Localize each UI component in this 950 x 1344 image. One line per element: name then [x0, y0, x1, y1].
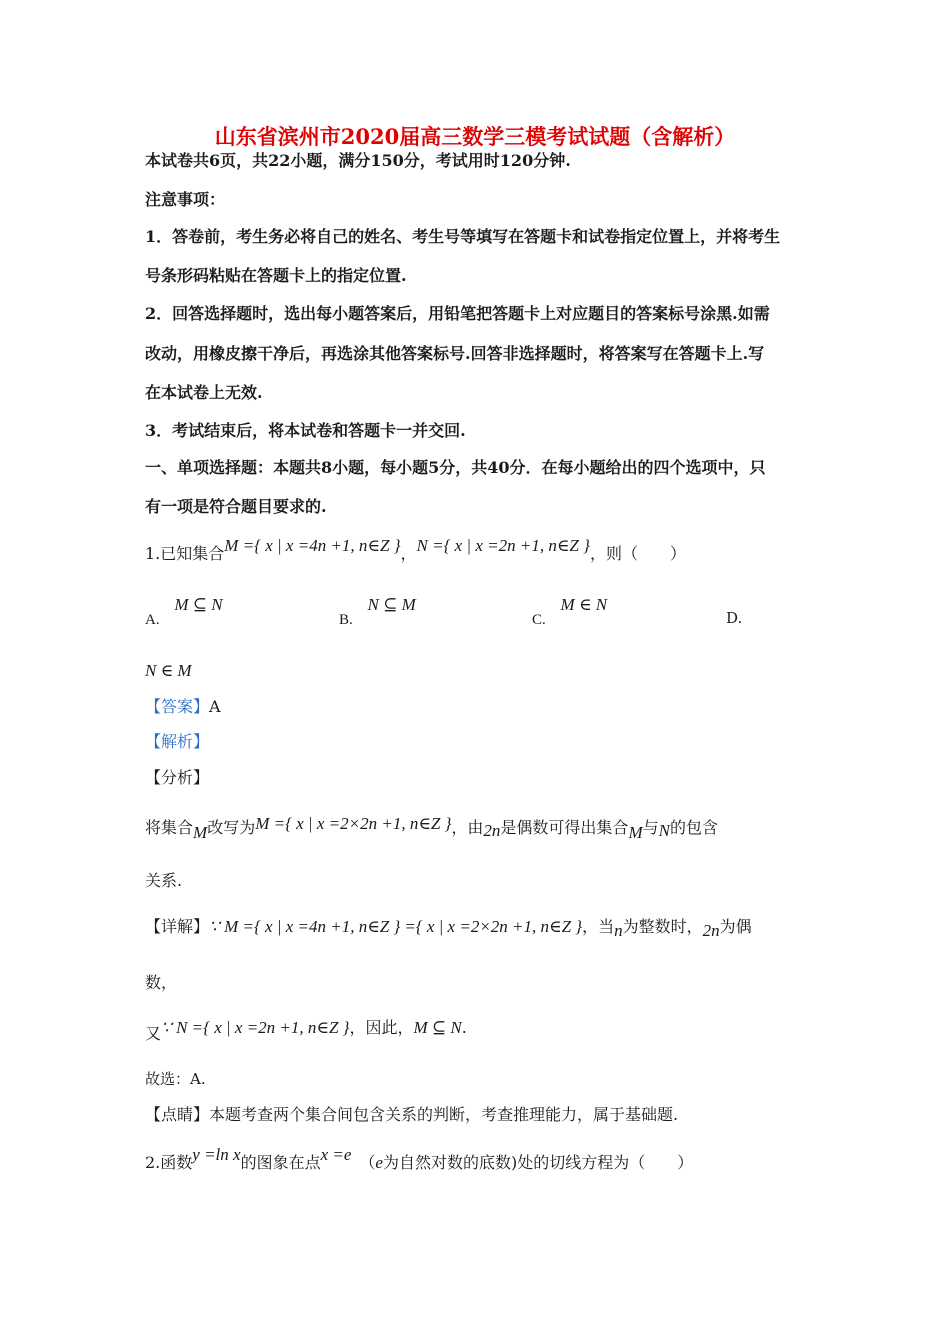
fenxi-t2: 改写为 — [207, 818, 256, 837]
option-b — [339, 595, 416, 628]
option-c — [532, 595, 608, 628]
option-d-expr: N ∈ M — [145, 661, 192, 680]
option-a-letter: A. — [145, 612, 160, 628]
detail-line-1 — [145, 916, 752, 938]
fenxi-t3: ，由 — [451, 818, 484, 837]
option-c-expr: M ∈ N — [560, 595, 608, 614]
note-line-4: 改动，用橡皮擦干净后，再选涂其他答案标号.回答非选择题时，将答案写在答题卡上.写 — [145, 344, 765, 363]
fenxi-text-2: 关系. — [145, 871, 183, 890]
q2-e: e — [375, 1153, 383, 1172]
detail-t3: 为偶 — [719, 917, 752, 936]
fenxi-text — [145, 814, 718, 842]
q2-function: y =ln x — [192, 1145, 241, 1164]
note-line-3: 2．回答选择题时，选出每小题答案后，用铅笔把答题卡上对应题目的答案标号涂黑.如需 — [145, 304, 770, 323]
section-heading-line-2: 有一项是符合题目要求的. — [145, 497, 327, 516]
q2-t2: （ — [359, 1153, 376, 1172]
question-2-stem — [145, 1145, 694, 1174]
fenxi-tag: 【分析】 — [145, 768, 210, 787]
detail-expr1: ∵ M ={ x | x =4n +1, n∈Z } — [209, 917, 401, 936]
document-title: 山东省滨州市2020届高三数学三模考试试题（含解析） — [214, 124, 736, 149]
q1-comma: ， — [400, 544, 417, 563]
fenxi-2n: 2n — [483, 821, 501, 840]
option-a-expr: M ⊆ N — [174, 595, 223, 614]
option-b-letter: B. — [339, 612, 353, 628]
option-b-expr: N ⊆ M — [367, 595, 416, 614]
fenxi-expr: M ={ x | x =2×2n +1, n∈Z } — [255, 814, 452, 833]
detail-t1: ，当 — [582, 917, 615, 936]
question-1-stem — [145, 536, 686, 565]
detail-line-3 — [145, 1017, 467, 1043]
exam-intro: 本试卷共6页，共22小题，满分150分，考试用时120分钟. — [145, 151, 571, 170]
detail-tag: 【详解】 — [145, 917, 210, 936]
detail-again: 又 — [145, 1024, 162, 1043]
analysis-tag: 【解析】 — [145, 732, 210, 751]
option-d-letter: D. — [726, 609, 743, 627]
note-line-2: 号条形码粘贴在答题卡上的指定位置. — [145, 266, 407, 285]
q2-t1: 的图象在点 — [240, 1153, 321, 1172]
fenxi-m2: M — [628, 823, 643, 842]
q2-t3: 为自然对数的底数)处的切线方程为（ ） — [382, 1153, 694, 1172]
q2-point: x =e — [320, 1145, 352, 1164]
note-line-6: 3．考试结束后，将本试卷和答题卡一并交回. — [145, 421, 466, 440]
notes-heading: 注意事项： — [145, 190, 226, 209]
detail-expr2: ={ x | x =2×2n +1, n∈Z } — [404, 917, 583, 936]
fenxi-n: N — [658, 821, 670, 840]
detail-t2: 为整数时， — [622, 917, 703, 936]
remark-line: 【点睛】本题考查两个集合间包含关系的判断，考查推理能力，属于基础题. — [145, 1105, 679, 1124]
choose-line: 故选：A. — [145, 1070, 206, 1088]
answer-value: A — [209, 697, 221, 716]
note-line-1: 1．答卷前，考生务必将自己的姓名、考生号等填写在答题卡和试卷指定位置上，并将考生 — [145, 227, 781, 246]
detail-2n: 2n — [702, 921, 720, 940]
detail-expr3: ∵ N ={ x | x =2n +1, n∈Z } — [161, 1018, 350, 1037]
note-line-5: 在本试卷上无效. — [145, 383, 263, 402]
q1-suffix: ，则（ ） — [589, 544, 686, 563]
answer-tag: 【答案】 — [145, 697, 210, 716]
q1-set-m: M ={ x | x =4n +1, n∈Z } — [224, 536, 401, 555]
fenxi-t5: 与 — [642, 818, 659, 837]
detail-conclusion: M ⊆ N — [413, 1018, 462, 1037]
detail-t5: ，因此， — [349, 1018, 414, 1037]
detail-n: n — [614, 921, 623, 940]
option-a — [145, 595, 223, 628]
fenxi-m: M — [193, 823, 208, 842]
answer-line — [145, 696, 221, 718]
detail-line-2: 数， — [145, 973, 178, 992]
q1-prefix: 1.已知集合 — [145, 544, 225, 563]
option-c-letter: C. — [532, 612, 546, 628]
section-heading-line-1: 一、单项选择题：本题共8小题，每小题5分，共40分．在每小题给出的四个选项中，只 — [145, 458, 766, 477]
q1-set-n: N ={ x | x =2n +1, n∈Z } — [416, 536, 590, 555]
fenxi-t1: 将集合 — [145, 818, 194, 837]
fenxi-t6: 的包含 — [669, 818, 718, 837]
q2-prefix: 2.函数 — [145, 1153, 193, 1172]
fenxi-t4: 是偶数可得出集合 — [500, 818, 629, 837]
detail-t6: . — [461, 1018, 467, 1037]
